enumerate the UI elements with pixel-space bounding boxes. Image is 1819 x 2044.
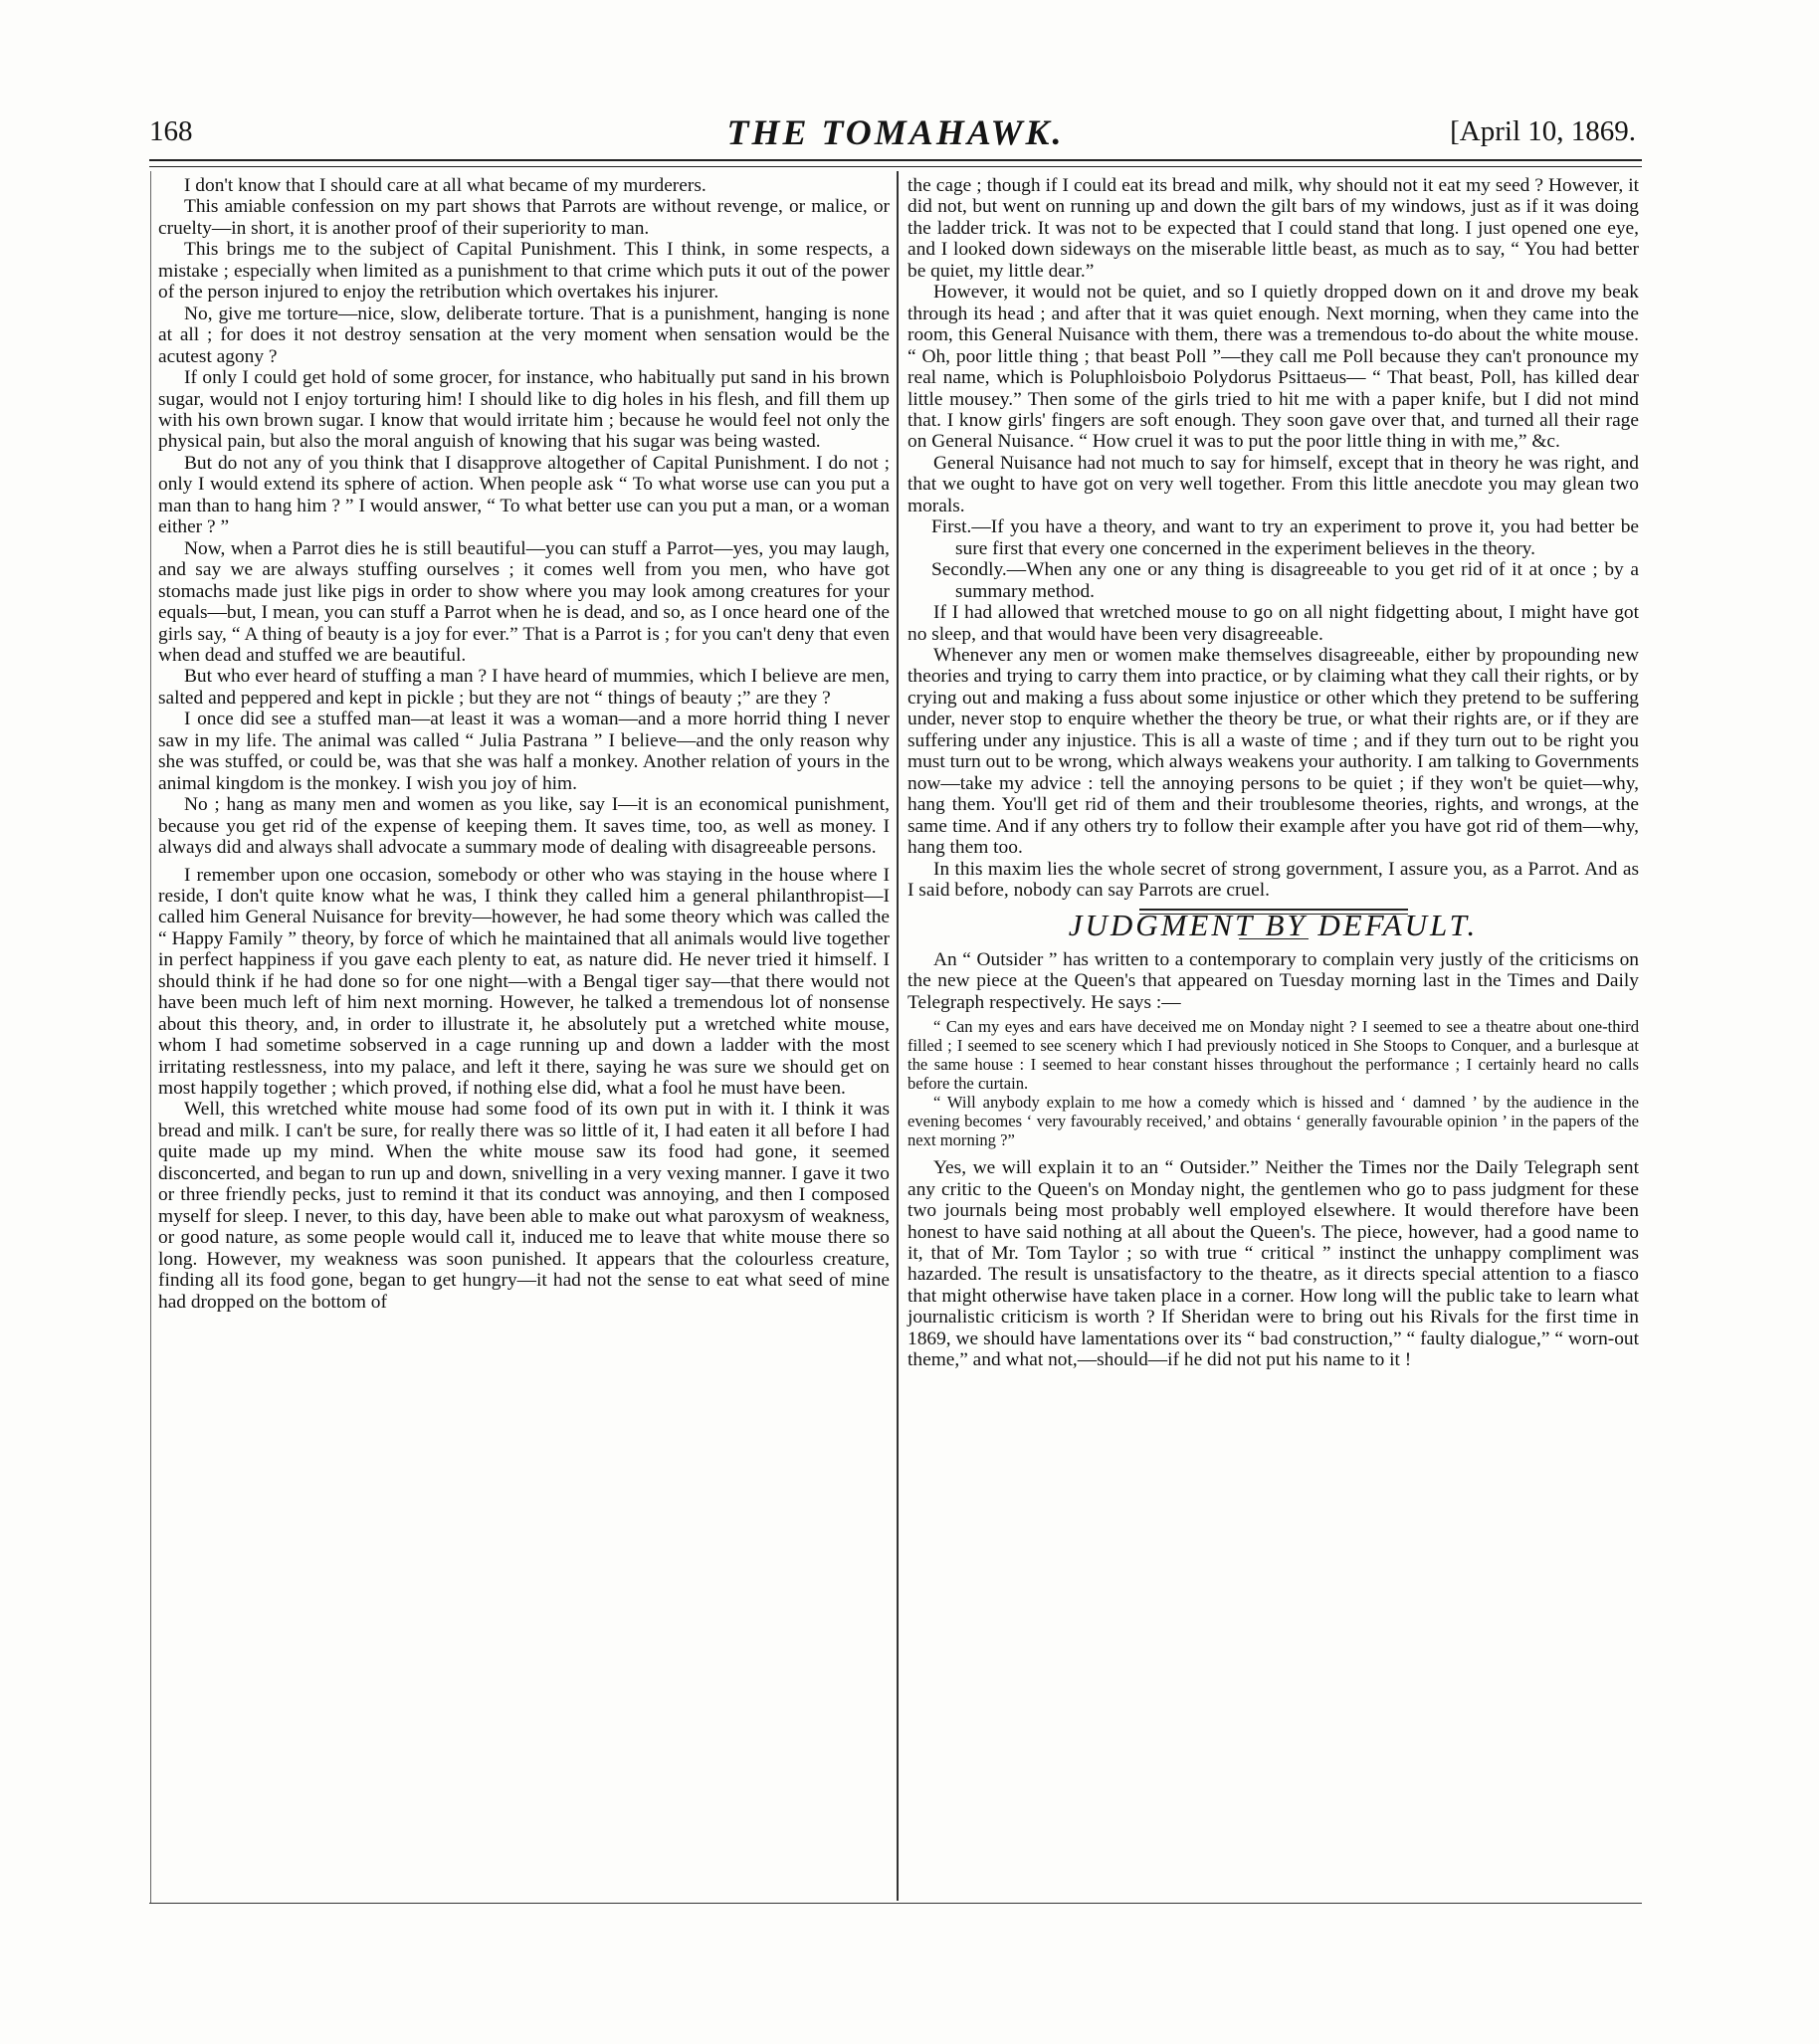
column-divider [897,171,899,1901]
paragraph: No ; hang as many men and women as you like, say I—it is an economical punishment, because you get rid of the expense of keeping them. It saves time, too, as well as money. I always did and always shall advocate a summary mode of dealing with disagreeable persons. [158,794,890,859]
page-header [149,111,1642,161]
header-rule-thin [149,166,1642,167]
quote-paragraph: “ Can my eyes and ears have deceived me on Monday night ? I seemed to see a theatre about one-third filled ; I seemed to see scenery which I had previously noticed in She Stoops to Conquer, and a burlesque at the same house : I seemed to hear constant hisses throughout the performance ; I certainly heard no calls before the curtain. [908,1017,1639,1094]
article-heading: JUDGMENT BY DEFAULT. [1068,908,1479,943]
paragraph: Whenever any men or women make themselves disagreeable, either by propounding new theories and trying to carry them into practice, or by claiming what they call their rights, or by crying out and making a fuss about some injustice or other which they pretend to be suffering under, never stop to enquire whether the theory be true, or what their rights are, or if they are suffering under any injustice. This is all a waste of time ; and if they turn out to be right you must turn out to be wrong, which always weakens your authority. I am talking to Governments now—take my advice : tell the annoying persons to be quiet ; if they won't be quiet—why, hang them. You'll get rid of them and their troublesome theories, rights, and wrongs, at the same time. And if any others try to follow their example after you have got rid of them—why, hang them too. [908,644,1639,859]
left-column [158,175,890,1313]
paragraph: In this maxim lies the whole secret of strong government, I assure you, as a Parrot. And as I said before, nobody can say Parrots are cruel. [908,858,1639,901]
quote-paragraph: “ Will anybody explain to me how a comedy which is hissed and ‘ damned ’ by the audience in the evening becomes ‘ very favourably received,’ and obtains ‘ generally favourable opinion ’ in the papers of the next morning ?” [908,1093,1639,1150]
quoted-letter [908,1017,1639,1149]
paragraph: This amiable confession on my part shows that Parrots are without revenge, or malice, or cruelty—in short, it is another proof of their superiority to man. [158,196,890,239]
moral-second: Secondly.—When any one or any thing is disagreeable to you get rid of it at once ; by a summary method. [931,559,1639,602]
masthead: THE TOMAHAWK. [726,112,1065,152]
paragraph: No, give me torture—nice, slow, deliberate torture. That is a punishment, hanging is none at all ; for does it not destroy sensation at the very moment when sensation would be the acutest agony ? [158,303,890,367]
issue-date: [April 10, 1869. [1450,115,1636,147]
paragraph: I once did see a stuffed man—at least it was a woman—and a more horrid thing I never saw in my life. The animal was called “ Julia Pastrana ” I believe—and the only reason why she was stuffed, or could be, was that she was half a monkey. Another relation of yours in the animal kingdom is the monkey. I wish you joy of him. [158,709,890,794]
paragraph: However, it would not be quiet, and so I quietly dropped down on it and drove my beak through its head ; and after that it was quiet enough. Next morning, when they came into the room, this General Nuisance with them, there was a tremendous to-do about the white mouse. “ Oh, poor little thing ; that beast Poll ”—they call me Poll because they can't pronounce my real name, which is Poluphloisboio Polydorus Psittaeus— “ That beast, Poll, has killed dear little mousey.” Then some of the girls tried to hit me with a paper knife, but I did not mind that. I know girls' fingers are soft enough. They soon gave over that, and turned all their rage on General Nuisance. “ How cruel it was to put the poor little thing in with me,” &c. [908,282,1639,453]
paragraph: I don't know that I should care at all what became of my murderers. [184,175,707,196]
paragraph: But do not any of you think that I disapprove altogether of Capital Punishment. I do not ; only I would extend its sphere of action. When people ask “ To what worse use can you put a man than to hang him ? ” I would answer, “ To what better use can you put a man, or a woman either ? ” [158,452,890,538]
footer-rule [149,1903,1642,1904]
paragraph: Well, this wretched white mouse had some food of its own put in with it. I think it was bread and milk. I can't be sure, for really there was so little of it, I had eaten it all before I had quite made up my mind. When the white mouse saw its food had gone, it seemed disconcerted, and began to run up and down, snivelling in a very vexing manner. I gave it two or three friendly pecks, just to remind it that its conduct was annoying, and then I composed myself for sleep. I never, to this day, have been able to make out what paroxysm of weakness, or good nature, as some people would call it, induced me to leave that white mouse there so long. However, my weakness was soon punished. It appears that the colourless creature, finding all its food gone, began to get hungry—it had not the sense to eat what seed of mine had dropped on the bottom of [158,1099,890,1313]
right-column [908,175,1639,1371]
moral-first: First.—If you have a theory, and want to try an experiment to prove it, you had better be sure first that every one concerned in the experiment believes in the theory. [931,516,1639,559]
paragraph: This brings me to the subject of Capital Punishment. This I think, in some respects, a mistake ; especially when limited as a punishment to that crime which puts it out of the power of the person injured to enjoy the retribution which overtakes his injurer. [158,239,890,304]
article-intro: An “ Outsider ” has written to a contemporary to complain very justly of the criticisms on the new piece at the Queen's that appeared on Tuesday morning last in the Times and Daily Telegraph respectively. He says :— [908,948,1639,1013]
page-number: 168 [149,115,193,147]
paragraph: the cage ; though if I could eat its bread and milk, why should not it eat my seed ? However, it did not, but went on running up and down the gilt bars of my windows, just as if it was doing the ladder trick. It was not to be expected that I could stand that long. I just opened one eye, and I looked down sideways on the miserable little beast, as much as to say, “ You had better be quiet, my little dear.” [908,175,1639,282]
paragraph: I remember upon one occasion, somebody or other who was staying in the house where I reside, I don't quite know what he was, I think they called him a general philanthropist—I called him General Nuisance for brevity—however, he had some theory which was called the “ Happy Family ” theory, by force of which he maintained that all animals would live together in perfect happiness if you gave each plenty to eat, as nature did. He never tried it himself. I should think if he had done so for one night—with a Bengal tiger say—that there would not have been much left of him next morning. However, he talked a tremendous lot of nonsense about this theory, and, in order to illustrate it, he absolutely put a wretched white mouse, whom I had sometime sobserved in a cage running up and down a ladder with the most irritating restlessness, into my palace, and left it there, saying he was sure we should get on most happily together ; which proved, if nothing else did, what a fool he must have been. [158,864,890,1100]
paragraph: General Nuisance had not much to say for himself, except that in theory he was right, and that we ought to have got on very well together. From this little anecdote you may glean two morals. [908,452,1639,516]
header-rule [149,159,1642,161]
page-edge-rule [150,171,151,1903]
paragraph: If only I could get hold of some grocer, for instance, who habitually put sand in his brown sugar, would not I enjoy torturing him! I should like to dig holes in his flesh, and fill them up with his own brown sugar. I know that would irritate him ; because he would feel not only the physical pain, but also the moral anguish of knowing that his sugar was being wasted. [158,367,890,453]
paragraph: But who ever heard of stuffing a man ? I have heard of mummies, which I believe are men, salted and peppered and kept in pickle ; but they are not “ things of beauty ;” are they ? [158,666,890,709]
paragraph: If I had allowed that wretched mouse to go on all night fidgetting about, I might have got no sleep, and that would have been very disagreeable. [908,602,1639,645]
paragraph: Now, when a Parrot dies he is still beautiful—you can stuff a Parrot—yes, you may laugh, and say we are always stuffing ourselves ; it comes well from you men, who have got stomachs made just like pigs in order to show where you may look among creatures for your equals—but, I mean, you can stuff a Parrot when he is dead, and so, as I once heard one of the girls say, “ A thing of beauty is a joy for ever.” That is a Parrot is ; for you can't deny that even when dead and stuffed we are beautiful. [158,537,890,666]
article-body: Yes, we will explain it to an “ Outsider.” Neither the Times nor the Daily Telegraph sent any critic to the Queen's on Monday night, the gentlemen who go to pass judgment for these two journals being most probably well employed elsewhere. It would therefore have been honest to have said nothing at all about the Queen's. The piece, however, had a good name to it, that of Mr. Tom Taylor ; so with true “ critical ” instinct the unhappy compliment was hazarded. The result is unsatisfactory to the theatre, as it directs special attention to a fiasco that might otherwise have taken place in a corner. How long will the public take to learn what journalistic criticism is worth ? If Sheridan were to bring out his Rivals for the first time in 1869, we should have lamentations over its “ bad construction,” “ faulty dialogue,” “ worn-out theme,” and what not,—should—if he did not put his name to it ! [908,1157,1639,1371]
